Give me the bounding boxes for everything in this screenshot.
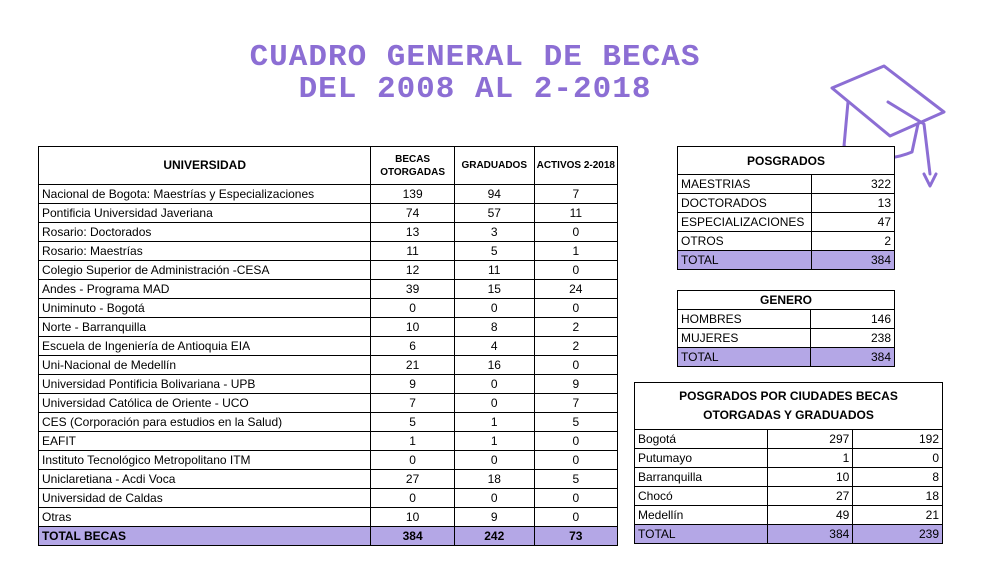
row-label: Rosario: Doctorados bbox=[39, 223, 371, 242]
table-row bbox=[635, 468, 943, 487]
genero-table bbox=[677, 290, 895, 367]
row-value: 0 bbox=[454, 375, 534, 394]
row-value: 322 bbox=[811, 175, 894, 194]
title-line-2: DEL 2008 AL 2-2018 bbox=[298, 72, 652, 107]
total-value: 239 bbox=[853, 525, 943, 544]
row-value: 21 bbox=[371, 356, 455, 375]
table-row bbox=[635, 487, 943, 506]
row-label: Instituto Tecnológico Metropolitano ITM bbox=[39, 451, 371, 470]
row-value: 1 bbox=[767, 449, 853, 468]
row-value: 0 bbox=[534, 451, 617, 470]
row-value: 6 bbox=[371, 337, 455, 356]
row-value: 9 bbox=[454, 508, 534, 527]
row-value: 18 bbox=[454, 470, 534, 489]
row-value: 1 bbox=[371, 432, 455, 451]
row-label: Bogotá bbox=[635, 430, 768, 449]
row-label: Rosario: Maestrías bbox=[39, 242, 371, 261]
row-value: 49 bbox=[767, 506, 853, 525]
total-label: TOTAL BECAS bbox=[39, 527, 371, 546]
row-value: 57 bbox=[454, 204, 534, 223]
row-label: ESPECIALIZACIONES bbox=[678, 213, 812, 232]
total-value: 384 bbox=[767, 525, 853, 544]
row-label: Universidad Pontificia Bolivariana - UPB bbox=[39, 375, 371, 394]
row-value: 0 bbox=[534, 489, 617, 508]
posgrados-table bbox=[677, 146, 895, 270]
row-label: Barranquilla bbox=[635, 468, 768, 487]
row-value: 47 bbox=[811, 213, 894, 232]
row-value: 0 bbox=[454, 451, 534, 470]
row-label: Medellín bbox=[635, 506, 768, 525]
row-value: 146 bbox=[811, 310, 895, 329]
row-value: 7 bbox=[534, 185, 617, 204]
page-title bbox=[0, 42, 950, 106]
table-row bbox=[39, 508, 618, 527]
row-value: 21 bbox=[853, 506, 943, 525]
row-label: HOMBRES bbox=[678, 310, 811, 329]
row-label: Universidad Católica de Oriente - UCO bbox=[39, 394, 371, 413]
row-value: 27 bbox=[767, 487, 853, 506]
ciudades-table bbox=[634, 382, 943, 544]
row-label: Uniminuto - Bogotá bbox=[39, 299, 371, 318]
row-value: 39 bbox=[371, 280, 455, 299]
row-value: 2 bbox=[534, 318, 617, 337]
row-value: 10 bbox=[767, 468, 853, 487]
row-value: 11 bbox=[371, 242, 455, 261]
table-row bbox=[635, 430, 943, 449]
row-value: 2 bbox=[811, 232, 894, 251]
table-row bbox=[635, 506, 943, 525]
total-value: 384 bbox=[811, 348, 895, 367]
row-value: 0 bbox=[534, 508, 617, 527]
row-label: Colegio Superior de Administración -CESA bbox=[39, 261, 371, 280]
row-value: 4 bbox=[454, 337, 534, 356]
posgrados-header: POSGRADOS bbox=[678, 147, 895, 175]
table-row bbox=[678, 213, 895, 232]
row-label: Pontificia Universidad Javeriana bbox=[39, 204, 371, 223]
row-value: 10 bbox=[371, 508, 455, 527]
row-value: 7 bbox=[534, 394, 617, 413]
row-value: 24 bbox=[534, 280, 617, 299]
row-value: 10 bbox=[371, 318, 455, 337]
row-value: 9 bbox=[534, 375, 617, 394]
row-value: 11 bbox=[454, 261, 534, 280]
row-value: 27 bbox=[371, 470, 455, 489]
row-value: 2 bbox=[534, 337, 617, 356]
total-row bbox=[39, 527, 618, 546]
row-value: 238 bbox=[811, 329, 895, 348]
row-value: 0 bbox=[534, 261, 617, 280]
row-label: OTROS bbox=[678, 232, 812, 251]
row-value: 297 bbox=[767, 430, 853, 449]
row-value: 1 bbox=[454, 413, 534, 432]
row-value: 0 bbox=[454, 299, 534, 318]
row-value: 0 bbox=[454, 394, 534, 413]
ciudades-header: POSGRADOS POR CIUDADES BECAS OTORGADAS Y GRADUADOS bbox=[635, 383, 943, 430]
row-label: Otras bbox=[39, 508, 371, 527]
genero-header: GENERO bbox=[678, 291, 895, 310]
row-value: 5 bbox=[534, 413, 617, 432]
table-row bbox=[39, 185, 618, 204]
col-header-becas: BECAS OTORGADAS bbox=[371, 147, 455, 185]
row-value: 0 bbox=[371, 489, 455, 508]
table-row bbox=[39, 242, 618, 261]
row-value: 8 bbox=[853, 468, 943, 487]
table-row bbox=[678, 329, 895, 348]
total-value: 242 bbox=[454, 527, 534, 546]
row-value: 0 bbox=[371, 451, 455, 470]
table-row bbox=[39, 470, 618, 489]
row-value: 5 bbox=[454, 242, 534, 261]
table-row bbox=[39, 280, 618, 299]
row-value: 11 bbox=[534, 204, 617, 223]
row-label: Universidad de Caldas bbox=[39, 489, 371, 508]
row-label: Uniclaretiana - Acdi Voca bbox=[39, 470, 371, 489]
row-value: 192 bbox=[853, 430, 943, 449]
total-label: TOTAL bbox=[678, 348, 811, 367]
row-label: Uni-Nacional de Medellín bbox=[39, 356, 371, 375]
row-label: MUJERES bbox=[678, 329, 811, 348]
row-value: 5 bbox=[534, 470, 617, 489]
row-value: 0 bbox=[371, 299, 455, 318]
row-label: Escuela de Ingeniería de Antioquia EIA bbox=[39, 337, 371, 356]
row-value: 18 bbox=[853, 487, 943, 506]
row-value: 8 bbox=[454, 318, 534, 337]
row-label: Norte - Barranquilla bbox=[39, 318, 371, 337]
row-label: EAFIT bbox=[39, 432, 371, 451]
col-header-activos: ACTIVOS 2-2018 bbox=[534, 147, 617, 185]
table-row bbox=[39, 413, 618, 432]
row-label: DOCTORADOS bbox=[678, 194, 812, 213]
row-label: MAESTRIAS bbox=[678, 175, 812, 194]
row-value: 3 bbox=[454, 223, 534, 242]
table-row bbox=[39, 299, 618, 318]
row-value: 0 bbox=[454, 489, 534, 508]
total-row bbox=[678, 251, 895, 270]
table-row bbox=[39, 432, 618, 451]
title-line-1: CUADRO GENERAL DE BECAS bbox=[249, 40, 701, 75]
total-value: 384 bbox=[811, 251, 894, 270]
table-row bbox=[39, 204, 618, 223]
row-value: 13 bbox=[371, 223, 455, 242]
row-value: 15 bbox=[454, 280, 534, 299]
table-row bbox=[39, 356, 618, 375]
total-label: TOTAL bbox=[678, 251, 812, 270]
row-label: Nacional de Bogota: Maestrías y Especializaciones bbox=[39, 185, 371, 204]
row-value: 5 bbox=[371, 413, 455, 432]
total-value: 384 bbox=[371, 527, 455, 546]
total-value: 73 bbox=[534, 527, 617, 546]
table-row bbox=[39, 318, 618, 337]
row-value: 7 bbox=[371, 394, 455, 413]
row-value: 0 bbox=[534, 356, 617, 375]
total-row bbox=[678, 348, 895, 367]
row-label: CES (Corporación para estudios en la Salud) bbox=[39, 413, 371, 432]
row-value: 12 bbox=[371, 261, 455, 280]
row-value: 9 bbox=[371, 375, 455, 394]
row-value: 1 bbox=[534, 242, 617, 261]
row-value: 1 bbox=[454, 432, 534, 451]
row-value: 13 bbox=[811, 194, 894, 213]
col-header-graduados: GRADUADOS bbox=[454, 147, 534, 185]
table-row bbox=[39, 394, 618, 413]
table-row bbox=[39, 451, 618, 470]
table-row bbox=[678, 232, 895, 251]
table-row bbox=[39, 261, 618, 280]
row-value: 0 bbox=[534, 299, 617, 318]
row-value: 139 bbox=[371, 185, 455, 204]
row-value: 0 bbox=[853, 449, 943, 468]
table-row bbox=[678, 194, 895, 213]
col-header-universidad: UNIVERSIDAD bbox=[39, 147, 371, 185]
table-row bbox=[678, 175, 895, 194]
total-label: TOTAL bbox=[635, 525, 768, 544]
row-label: Chocó bbox=[635, 487, 768, 506]
table-row bbox=[635, 449, 943, 468]
row-value: 0 bbox=[534, 223, 617, 242]
row-label: Putumayo bbox=[635, 449, 768, 468]
row-label: Andes - Programa MAD bbox=[39, 280, 371, 299]
table-row bbox=[39, 223, 618, 242]
row-value: 0 bbox=[534, 432, 617, 451]
table-row bbox=[678, 310, 895, 329]
row-value: 74 bbox=[371, 204, 455, 223]
table-row bbox=[39, 337, 618, 356]
row-value: 94 bbox=[454, 185, 534, 204]
table-row bbox=[39, 375, 618, 394]
total-row bbox=[635, 525, 943, 544]
row-value: 16 bbox=[454, 356, 534, 375]
universities-table bbox=[38, 146, 618, 546]
table-row bbox=[39, 489, 618, 508]
